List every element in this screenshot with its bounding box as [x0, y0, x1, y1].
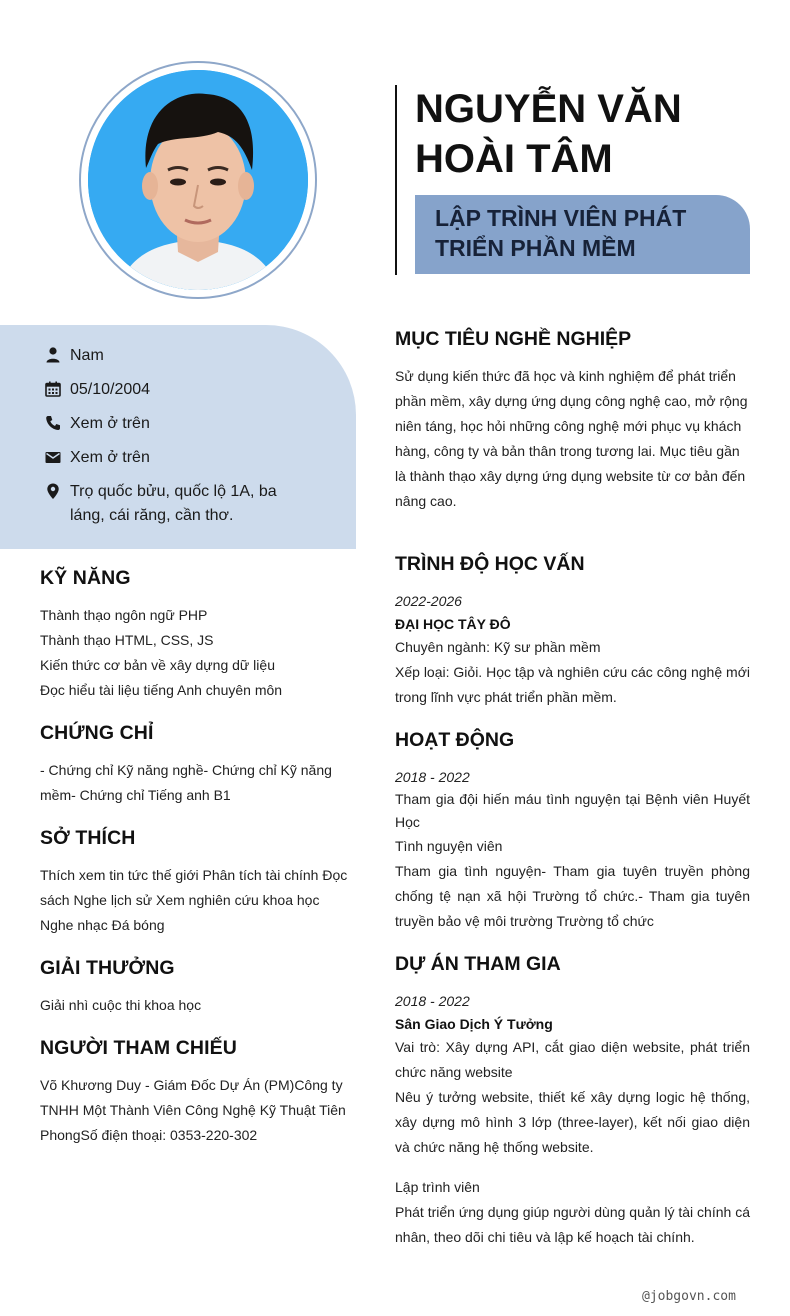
- contact-gender: [44, 344, 300, 368]
- address-text: Trọ quốc bửu, quốc lộ 1A, ba láng, cái răng, cần thơ.: [70, 483, 277, 524]
- project-role: Vai trò: Xây dựng API, cắt giao diện website, phát triển chức năng website: [395, 1039, 750, 1080]
- activities-position: Tình nguyện viên: [395, 838, 503, 854]
- skills-title: KỸ NĂNG: [40, 567, 131, 589]
- objective-text: Sử dụng kiến thức đã học và kinh nghiệm để phát triển phần mềm, xây dựng ứng dụng công nghệ cao, mở rộng niên táng, học hỏi những công nghệ mới phục vụ khách hàng, công ty và bản thân trong tương lai. Mục tiêu gần là thành thạo xây dựng ứng dụng website từ cơ bản đến nâng cao.: [395, 368, 748, 509]
- mail-icon: [44, 448, 62, 466]
- skill-item: Kiến thức cơ bản về xây dựng dữ liệu: [40, 657, 275, 673]
- certificates-text: - Chứng chỉ Kỹ năng nghề- Chứng chỉ Kỹ năng mềm- Chứng chỉ Tiếng anh B1: [40, 762, 332, 803]
- contact-email: [44, 446, 300, 470]
- gender-text: Nam: [70, 347, 104, 364]
- references-title: NGƯỜI THAM CHIẾU: [40, 1037, 237, 1059]
- skill-item: Thành thạo ngôn ngữ PHP: [40, 607, 208, 623]
- activities-period: 2018 - 2022: [395, 769, 470, 785]
- education-major: Chuyên ngành: Kỹ sư phần mềm: [395, 639, 601, 655]
- phone-icon: [44, 414, 62, 432]
- skill-item: Thành thạo HTML, CSS, JS: [40, 632, 214, 648]
- email-text: Xem ở trên: [70, 449, 150, 466]
- projects-title: DỰ ÁN THAM GIA: [395, 953, 561, 975]
- phone-text: Xem ở trên: [70, 415, 150, 432]
- skills-list: [40, 603, 350, 703]
- contact-birthdate: [44, 378, 300, 402]
- certificates-title: CHỨNG CHỈ: [40, 722, 154, 744]
- contact-address: [44, 480, 300, 528]
- awards-text: Giải nhì cuộc thi khoa học: [40, 997, 202, 1013]
- awards-title: GIẢI THƯỞNG: [40, 957, 175, 979]
- education-period: 2022-2026: [395, 593, 462, 609]
- contact-phone: [44, 412, 300, 436]
- project-name: Sân Giao Dịch Ý Tưởng: [395, 1016, 553, 1032]
- hobbies-title: SỞ THÍCH: [40, 827, 136, 849]
- skill-item: Đọc hiểu tài liệu tiếng Anh chuyên môn: [40, 682, 283, 698]
- project-role-2: Lập trình viên: [395, 1179, 480, 1195]
- candidate-name: NGUYỄN VĂN HOÀI TÂM: [415, 87, 682, 181]
- project-detail-2: Phát triển ứng dụng giúp người dùng quản lý tài chính cá nhân, theo dõi chi tiêu và lập kế hoạch tài chính.: [395, 1204, 750, 1245]
- activities-title: HOẠT ĐỘNG: [395, 729, 515, 751]
- education-rank: Xếp loại: Giỏi. Học tập và nghiên cứu các công nghệ mới trong lĩnh vực phát triển phần mềm.: [395, 664, 750, 705]
- activities-org: Tham gia đội hiến máu tình nguyện tại Bệnh viên Huyết Học: [395, 791, 750, 830]
- name-accent-bar: [395, 85, 397, 275]
- projects-period: 2018 - 2022: [395, 993, 470, 1009]
- education-title: TRÌNH ĐỘ HỌC VẤN: [395, 553, 585, 575]
- birthdate-text: 05/10/2004: [70, 381, 151, 398]
- education-school: ĐẠI HỌC TÂY ĐÔ: [395, 616, 511, 632]
- avatar: [88, 70, 308, 290]
- candidate-role: LẬP TRÌNH VIÊN PHÁT TRIỂN PHẦN MỀM: [435, 205, 687, 261]
- activities-desc: Tham gia tình nguyện- Tham gia tuyên truyền phòng chống tệ nạn xã hội Trường tổ chức.- Tham gia tuyên truyền bảo vệ môi trường Trường tổ chức: [395, 863, 750, 929]
- footer-watermark: @jobgovn.com: [642, 1289, 736, 1304]
- person-icon: [44, 346, 62, 364]
- references-text: Võ Khương Duy - Giám Đốc Dự Án (PM)Công ty TNHH Một Thành Viên Công Nghệ Kỹ Thuật Tiên PhongSố điện thoại: 0353-220-302: [40, 1077, 346, 1143]
- calendar-icon: [44, 380, 62, 398]
- hobbies-text: Thích xem tin tức thế giới Phân tích tài chính Đọc sách Nghe lịch sử Xem nghiên cứu khoa học Nghe nhạc Đá bóng: [40, 867, 348, 933]
- project-detail: Nêu ý tưởng website, thiết kế xây dựng logic hệ thống, xây dựng mô hình 3 lớp (three-layer), kết nối giao diện và chức năng hệ thống website.: [395, 1089, 750, 1155]
- objective-title: MỤC TIÊU NGHỀ NGHIỆP: [395, 328, 632, 350]
- role-banner: [415, 195, 750, 274]
- location-pin-icon: [44, 482, 62, 500]
